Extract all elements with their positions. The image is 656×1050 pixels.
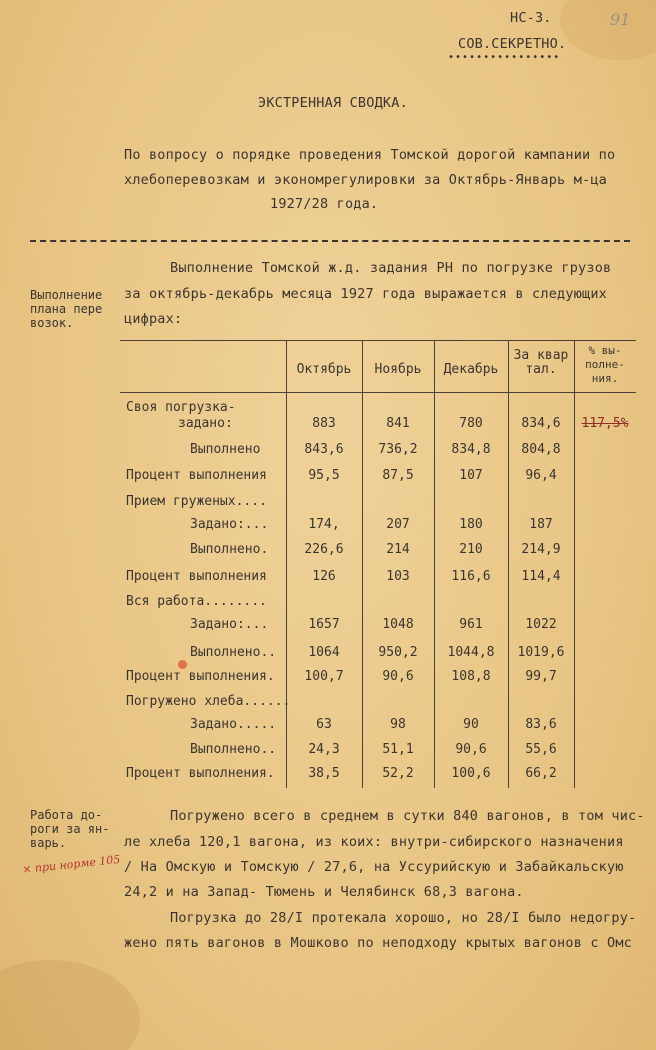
subtitle-line-2: хлебоперевозкам и экономрегулировки за Октябрь-Январь м-ца: [124, 172, 608, 188]
table-cell: 90,6: [455, 742, 487, 757]
table-header-cell: Ноябрь: [374, 362, 422, 377]
table-cell: 1657: [308, 617, 340, 632]
document-title: ЭКСТРЕННАЯ СВОДКА.: [258, 95, 408, 111]
margin-note-line: возок.: [30, 316, 74, 330]
table-cell: 834,8: [451, 442, 491, 457]
table-row-label: Вся работа........: [126, 594, 267, 609]
table-cell: 210: [459, 542, 483, 557]
classification-label: СОВ.СЕКРЕТНО.: [458, 36, 567, 52]
table-cell: 961: [459, 617, 483, 632]
table-cell: 100,6: [451, 766, 491, 781]
classification-underline: ••••••••••••••••: [448, 52, 561, 63]
separator-line: [30, 240, 630, 242]
table-row-label: Выполнено.: [190, 542, 269, 557]
table-cell: 116,6: [451, 569, 491, 584]
table-cell: 214,9: [521, 542, 561, 557]
table-cell: 187: [529, 517, 553, 532]
paper-stain: [560, 0, 656, 60]
body-line-3: / На Омскую и Томскую / 27,6, на Уссурийскую и Забайкальскую: [124, 859, 624, 875]
table-header-cell: полне-: [585, 358, 625, 371]
table-cell: 38,5: [308, 766, 340, 781]
table-cell: 1019,6: [517, 645, 565, 660]
page-number: 91: [610, 10, 631, 29]
table-cell: 180: [459, 517, 483, 532]
table-cell: 804,8: [521, 442, 561, 457]
intro-line-2: за октябрь-декабрь месяца 1927 года выражается в следующих: [124, 286, 608, 302]
table-row-label: Погружено хлеба......: [126, 694, 291, 709]
table-row-label: Прием груженых....: [126, 494, 267, 509]
table-cell: 174,: [308, 517, 340, 532]
table-row-label: Выполнено..: [190, 645, 277, 660]
table-cell: 108,8: [451, 669, 491, 684]
table-header-cell: % вы-: [588, 344, 622, 357]
table-cell: 90,6: [382, 669, 414, 684]
table-cell: 98: [390, 717, 406, 732]
table-cell: 841: [386, 416, 410, 431]
table-cell: 100,7: [304, 669, 344, 684]
table-cell: 1044,8: [447, 645, 495, 660]
table-cell: 126: [312, 569, 336, 584]
table-cell: 66,2: [525, 766, 557, 781]
table-cell: 107: [459, 468, 483, 483]
margin-note-line: плана пере: [30, 302, 103, 316]
table-cell: 83,6: [525, 717, 557, 732]
table-cell: 834,6: [521, 416, 561, 431]
margin-note-plan: [30, 288, 102, 330]
table-cell: 843,6: [304, 442, 344, 457]
margin-note-line: Выполнение: [30, 288, 103, 302]
intro-line-1: Выполнение Томской ж.д. задания РН по погрузке грузов: [170, 260, 612, 276]
table-cell: 1048: [382, 617, 414, 632]
table-cell: 226,6: [304, 542, 344, 557]
body-line-2: ле хлеба 120,1 вагона, из коих: внутри-сибирского назначения: [124, 834, 624, 850]
table-cell: 90: [463, 717, 479, 732]
table-cell: 24,3: [308, 742, 340, 757]
table-cell: 52,2: [382, 766, 414, 781]
table-cell: 883: [312, 416, 336, 431]
margin-note-line: Работа до-: [30, 808, 103, 822]
intro-line-3: цифрах:: [124, 311, 183, 327]
handwritten-red-note: × при норме 105: [21, 852, 121, 877]
table-cell: 117,5%: [581, 416, 629, 431]
table-top-rule: [120, 340, 636, 341]
subtitle-line-3: 1927/28 года.: [270, 196, 379, 212]
table-header-cell: За квар: [513, 348, 569, 363]
table-header-cell: Октябрь: [296, 362, 352, 377]
table-cell: 55,6: [525, 742, 557, 757]
body-line-5: Погрузка до 28/I протекала хорошо, но 28/I было недогру-: [170, 910, 637, 926]
table-row-label: Процент выполнения.: [126, 669, 275, 684]
paper-stain: [178, 660, 187, 669]
table-row-label: Задано:...: [190, 617, 269, 632]
table-cell: 99,7: [525, 669, 557, 684]
table-cell: 51,1: [382, 742, 414, 757]
table-cell: 214: [386, 542, 410, 557]
table-cell: 103: [386, 569, 410, 584]
margin-note-line: роги за ян-: [30, 822, 110, 836]
paper-stain: [0, 960, 140, 1050]
table-row-label: Выполнено: [190, 442, 261, 457]
table-cell: 96,4: [525, 468, 557, 483]
table-cell: 736,2: [378, 442, 418, 457]
table-row-label: Своя погрузка-: [126, 400, 236, 415]
table-row-label: Процент выполнения.: [126, 766, 275, 781]
table-header-cell: ния.: [591, 372, 619, 385]
table-cell: 207: [386, 517, 410, 532]
table-row-label: задано:: [178, 416, 233, 431]
table-col-divider: [286, 340, 287, 788]
header-code: НС-3.: [510, 10, 552, 26]
body-line-6: жено пять вагонов в Мошково по неподходу крытых вагонов с Омс: [124, 935, 632, 951]
table-row-label: Процент выполнения: [126, 569, 267, 584]
table-cell: 1064: [308, 645, 340, 660]
table-cell: 95,5: [308, 468, 340, 483]
table-row-label: Задано.....: [190, 717, 277, 732]
table-cell: 114,4: [521, 569, 561, 584]
table-header-cell: тал.: [525, 362, 557, 377]
table-row-label: Процент выполнения: [126, 468, 267, 483]
table-cell: 63: [316, 717, 332, 732]
margin-note-line: варь.: [30, 836, 67, 850]
margin-note-january: [30, 808, 109, 850]
table-row-label: Задано:...: [190, 517, 269, 532]
table-cell: 87,5: [382, 468, 414, 483]
body-line-4: 24,2 и на Запад- Тюмень и Челябинск 68,3 вагона.: [124, 884, 524, 900]
table-cell: 950,2: [378, 645, 418, 660]
table-header-rule: [120, 392, 636, 393]
body-line-1: Погружено всего в среднем в сутки 840 вагонов, в том чис-: [170, 808, 645, 824]
table-header-cell: Декабрь: [443, 362, 499, 377]
table-cell: 780: [459, 416, 483, 431]
table-cell: 1022: [525, 617, 557, 632]
subtitle-line-1: По вопросу о порядке проведения Томской дорогой кампании по: [124, 147, 616, 163]
table-row-label: Выполнено..: [190, 742, 277, 757]
